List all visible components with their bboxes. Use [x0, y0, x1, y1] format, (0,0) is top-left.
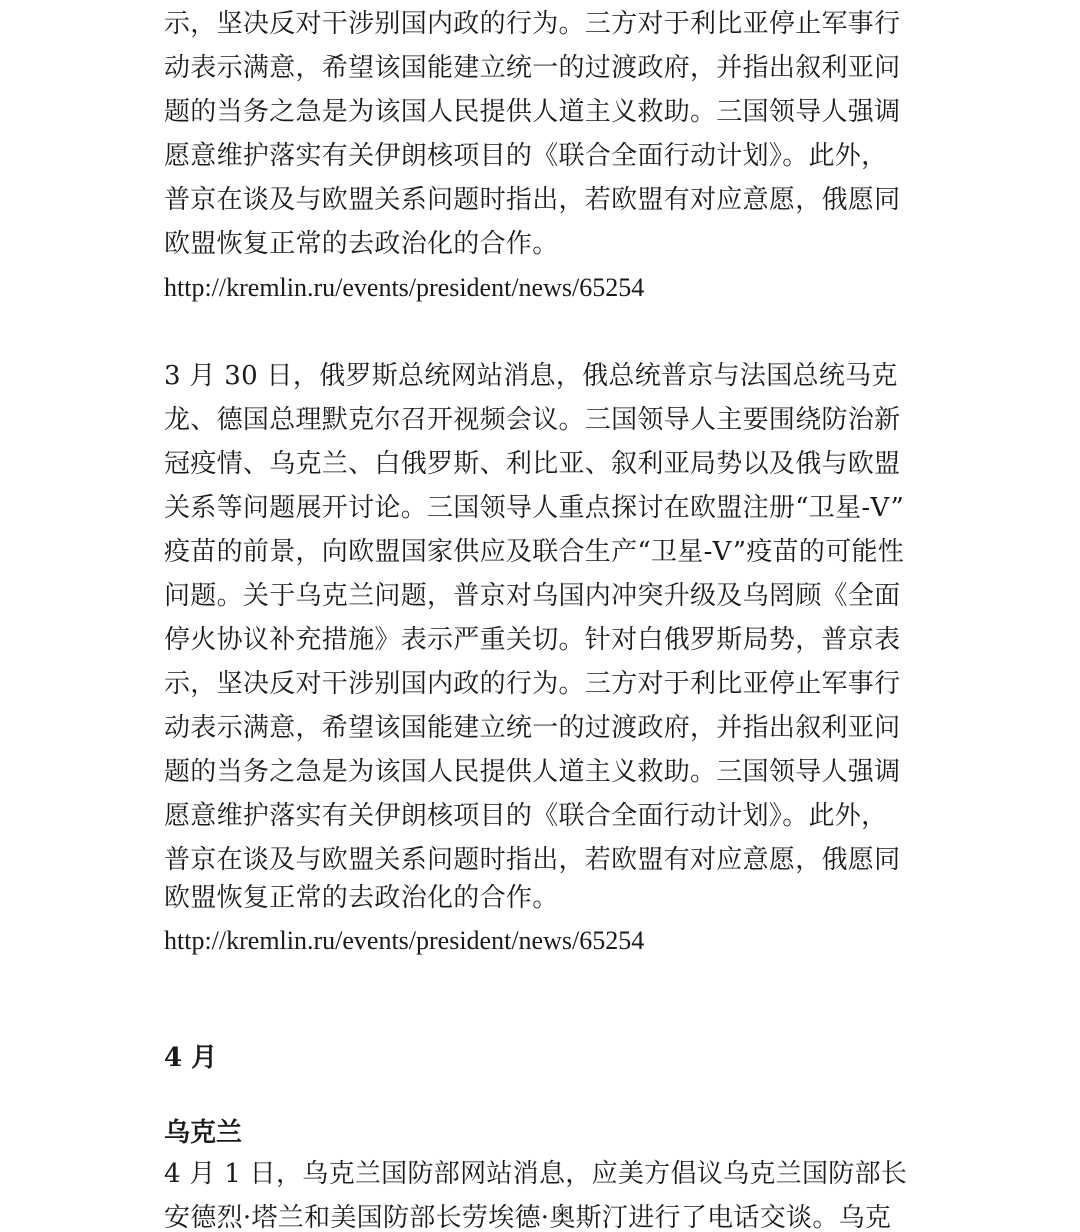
paragraph-line: 动表示满意，希望该国能建立统一的过渡政府，并指出叙利亚问: [164, 53, 901, 83]
paragraph-line: 疫苗的前景，向欧盟国家供应及联合生产“卫星-V”疫苗的可能性: [164, 537, 905, 567]
section-heading: 乌克兰: [164, 1118, 243, 1148]
paragraph-line: 冠疫情、乌克兰、白俄罗斯、利比亚、叙利亚局势以及俄与欧盟: [164, 449, 901, 479]
paragraph-line: 欧盟恢复正常的去政治化的合作。: [164, 883, 559, 913]
paragraph-line: 安德烈·塔兰和美国防部长劳埃德·奥斯汀进行了电话交谈。乌克: [164, 1203, 892, 1232]
paragraph-line: 题的当务之急是为该国人民提供人道主义救助。三国领导人强调: [164, 757, 901, 787]
source-url[interactable]: http://kremlin.ru/events/president/news/65254: [164, 926, 645, 955]
paragraph-line: 愿意维护落实有关伊朗核项目的《联合全面行动计划》。此外，: [164, 141, 888, 171]
paragraph-line: 示，坚决反对干涉别国内政的行为。三方对于利比亚停止军事行: [164, 9, 901, 39]
paragraph-line: 普京在谈及与欧盟关系问题时指出，若欧盟有对应意愿，俄愿同: [164, 845, 901, 875]
source-url[interactable]: http://kremlin.ru/events/president/news/65254: [164, 273, 645, 302]
paragraph-line: 示，坚决反对干涉别国内政的行为。三方对于利比亚停止军事行: [164, 669, 901, 699]
paragraph-line: 普京在谈及与欧盟关系问题时指出，若欧盟有对应意愿，俄愿同: [164, 185, 901, 215]
paragraph-line: 关系等问题展开讨论。三国领导人重点探讨在欧盟注册“卫星-V”: [164, 493, 905, 523]
paragraph-line: 题的当务之急是为该国人民提供人道主义救助。三国领导人强调: [164, 97, 901, 127]
paragraph-line: 停火协议补充措施》表示严重关切。针对白俄罗斯局势，普京表: [164, 625, 901, 655]
paragraph-line: 4 月 1 日，乌克兰国防部网站消息，应美方倡议乌克兰国防部长: [164, 1159, 908, 1189]
paragraph-line: 3 月 30 日，俄罗斯总统网站消息，俄总统普京与法国总统马克: [164, 361, 898, 391]
paragraph-line: 动表示满意，希望该国能建立统一的过渡政府，并指出叙利亚问: [164, 713, 901, 743]
paragraph-line: 欧盟恢复正常的去政治化的合作。: [164, 229, 559, 259]
paragraph-line: 问题。关于乌克兰问题，普京对乌国内冲突升级及乌罔顾《全面: [164, 581, 901, 611]
paragraph-line: 愿意维护落实有关伊朗核项目的《联合全面行动计划》。此外，: [164, 801, 888, 831]
month-heading: 4 月: [164, 1043, 218, 1073]
paragraph-line: 龙、德国总理默克尔召开视频会议。三国领导人主要围绕防治新: [164, 405, 901, 435]
